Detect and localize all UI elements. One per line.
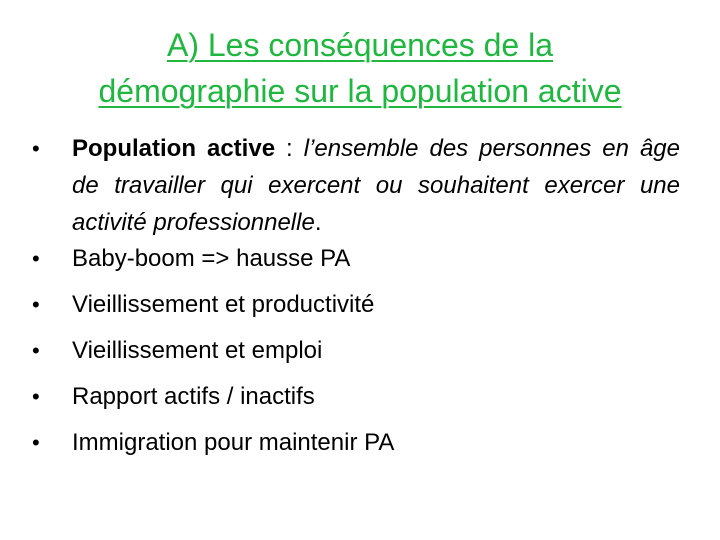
bullet-end: . <box>314 209 322 236</box>
bullet-item-productivite <box>30 289 680 320</box>
bullet-item-immigration <box>30 427 680 458</box>
bullet-icon: • <box>32 292 40 317</box>
slide-title-line-1: A) Les conséquences de la <box>166 27 554 63</box>
bullet-item-emploi <box>30 335 680 366</box>
bullet-text: Rapport actifs / inactifs <box>72 383 315 410</box>
slide-title <box>30 22 690 114</box>
bullet-separator: : <box>275 135 304 162</box>
bullet-item-rapport <box>30 381 680 412</box>
bullet-text: Immigration pour maintenir PA <box>72 429 395 456</box>
bullet-item-baby-boom <box>30 243 680 274</box>
bullet-text: Vieillissement et emploi <box>72 337 323 364</box>
slide-title-line-2: démographie sur la population active <box>98 73 622 109</box>
bullet-list <box>30 130 680 473</box>
bullet-icon: • <box>32 246 40 271</box>
bullet-icon: • <box>32 136 40 161</box>
bullet-icon: • <box>32 338 40 363</box>
bullet-text: Vieillissement et productivité <box>72 291 375 318</box>
bullet-icon: • <box>32 430 40 455</box>
bullet-definition: l’ensemble des personnes en âge de travailler qui exercent ou souhaitent exercer une activité professionnelle <box>72 135 680 236</box>
bullet-item-definition <box>30 130 680 241</box>
bullet-text: Baby-boom => hausse PA <box>72 245 351 272</box>
bullet-icon: • <box>32 384 40 409</box>
bullet-term: Population active <box>72 135 276 162</box>
